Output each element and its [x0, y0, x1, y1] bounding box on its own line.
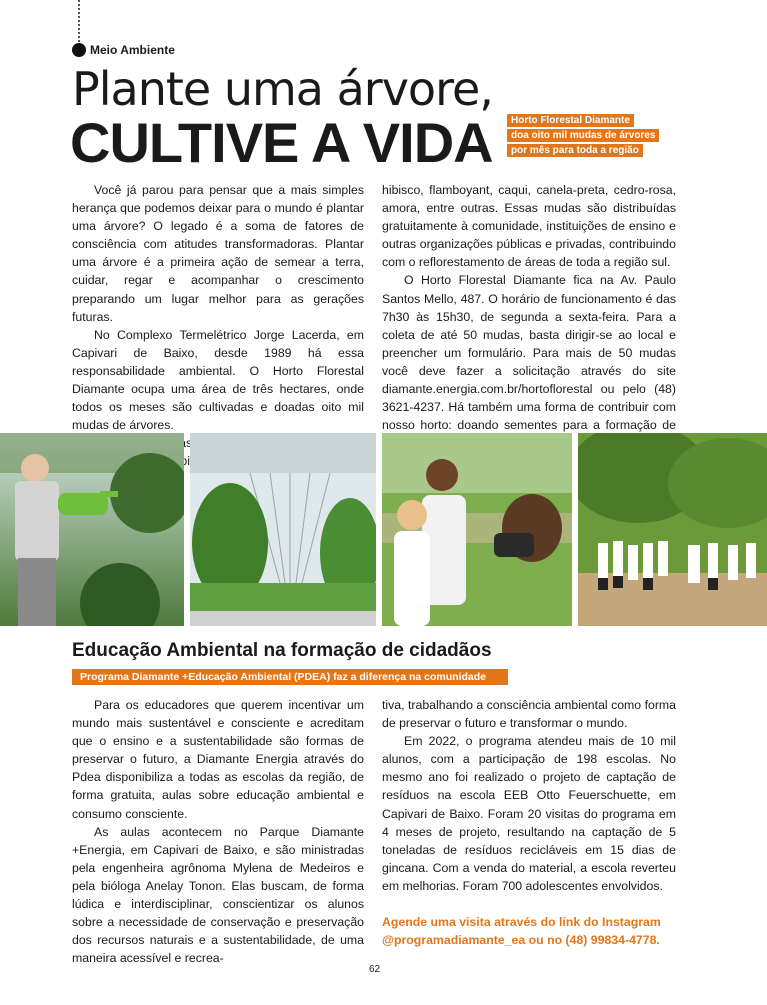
photo-nursery-greenhouse: [190, 433, 376, 626]
article2-right-column: [382, 696, 676, 949]
section-tag: [72, 43, 175, 57]
section-label: Meio Ambiente: [90, 43, 175, 57]
article2-left-column: [72, 696, 364, 967]
paragraph: tiva, trabalhando a consciência ambiental como forma de preservar o futuro e transformar o mundo.: [382, 698, 676, 731]
subtitle-line: por mês para toda a região: [507, 144, 643, 157]
photo-strip: [0, 433, 767, 626]
subtitle-line: doa oito mil mudas de árvores: [507, 129, 659, 142]
paragraph: Você já parou para pensar que a mais simples herança que podemos deixar para o mundo é plantar uma árvore? O legado é a soma de fatores de consciência com atitudes transformadoras. Plantar uma árvore é a primeira ação de semear a terra, cuidar, regar e acompanhar o crescimento preparando um lugar melhor para as gerações futuras.: [72, 183, 364, 324]
photo-group-students-outdoor: [578, 433, 767, 626]
paragraph: As aulas acontecem no Parque Diamante +Energia, em Capivari de Baixo, e são ministradas pela engenheira agrônoma Mylena de Medeiros e pela bióloga Anelay Tonon. Elas buscam, de forma lúdica e interdisciplinar, conscientizar os alunos sobre a necessidade de conservação e preservação dos recursos naturais e a sustentabilidade, de uma maneira acessível e recrea-: [72, 824, 364, 966]
article1-right-column: [382, 181, 676, 452]
paragraph: as: [179, 436, 193, 451]
section2-heading: Educação Ambiental na formação de cidadãos: [72, 640, 492, 661]
page-number: 62: [369, 964, 381, 975]
instagram-cta[interactable]: Agende uma visita através do link do Instagram @programadiamante_ea ou no (48) 99834-4778.: [382, 915, 661, 948]
title-line-1: Plante uma árvore,: [72, 62, 493, 116]
paragraph: Em 2022, o programa atendeu mais de 10 mil alunos, com a participação de 198 escolas. No mesmo ano foi realizado o projeto de captação de resíduos na escola EEB Otto Feuerschuette, em Capivari de Baixo. Foram 20 visitas do programa em 4 meses de projeto, resultando na captação de 5 toneladas de resíduos recicláveis em 15 dias de gincana. Com a venda do material, a escola reverteu em melhorias. Foram 700 adolescentes envolvidos.: [382, 734, 676, 893]
bullet-icon: [72, 43, 86, 57]
subtitle-box: [507, 114, 659, 159]
subtitle-line: Horto Florestal Diamante: [507, 114, 634, 127]
photo-man-watering-plants: [0, 433, 184, 626]
paragraph: Para os educadores que querem incentivar um mundo mais sustentável e consciente e acreditam que o ensino e a sustentabilidade são formas de preservar o futuro, a Diamante Energia através do Pdea disponibiliza a todas as escolas da região, de forma gratuita, aulas sobre educação ambiental e consumo consciente.: [72, 698, 364, 821]
photo-children-with-owl: [382, 433, 572, 626]
decorative-dotted-line: [78, 0, 80, 42]
title-line-2: CULTIVE A VIDA: [70, 111, 493, 174]
paragraph: No Complexo Termelétrico Jorge Lacerda, em Capivari de Baixo, desde 1989 há essa responsabilidade ambiental. O Horto Florestal Diamante ocupa uma área de três hectares, onde todos os meses são cultivadas e doadas oito mil mudas de árvores.: [72, 327, 364, 433]
paragraph: hibisco, flamboyant, caqui, canela-preta, cedro-rosa, amora, entre outras. Essas mudas são distribuídas gratuitamente à comunidade, instituições de ensino e outras organizações públicas e privadas, contribuindo com o reflorestamento de áreas de toda a região sul.: [382, 183, 676, 270]
section2-banner: Programa Diamante +Educação Ambiental (PDEA) faz a diferença na comunidade: [72, 669, 508, 685]
paragraph: O Horto Florestal Diamante fica na Av. Paulo Santos Mello, 487. O horário de funcionamento é das 7h30 às 15h30, de segunda a sexta-feira. Para a coleta de até 50 mudas, basta dirigir-se ao local e preencher um formulário. Para mais de 50 mudas você deve fazer a solicitação através do site diamante.energia.com.br/hortoflorestal ou pelo (48) 3621-4237. Há também uma forma de contribuir com nosso horto: doando sementes para a formação de: [382, 273, 676, 433]
